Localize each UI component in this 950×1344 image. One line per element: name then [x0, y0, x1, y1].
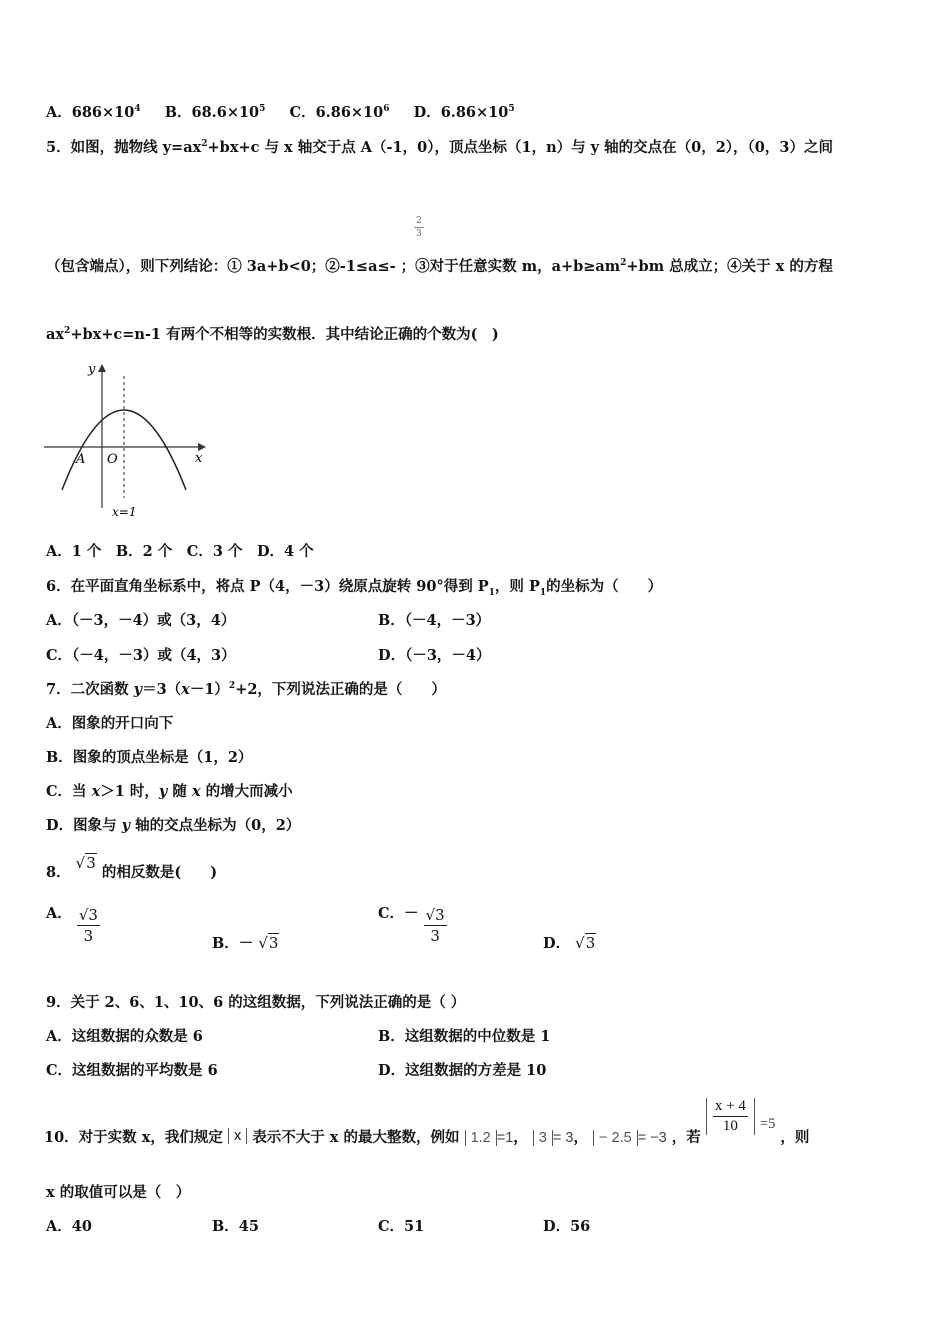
q6-option-d: D．（－3，－4） [378, 647, 491, 664]
q7-option-a: A．图象的开口向下 [46, 715, 174, 732]
q10-option-b: B．45 [212, 1218, 259, 1235]
q8-option-c: C．－ $\frac{√3}{3}$ [378, 904, 445, 945]
q4-options [46, 101, 515, 122]
q9-stem: 9．关于 2、6、1、10、6 的这组数据，下列说法正确的是（ ） [46, 994, 466, 1011]
label-x: x [195, 451, 203, 466]
q5-stem-line1: 5．如图，抛物线 $y=ax^2+bx+c$ 与 x 轴交于点 A（-1，0），顶点坐标（1，n）与 y 轴的交点在（0，2），（0，3）之间 [46, 139, 833, 156]
q8-sqrt-b: √3 [258, 934, 279, 952]
q10-example-1: 1.2 =1 [465, 1129, 514, 1146]
q5-small-fraction: $\frac{2}{3}$ [416, 216, 422, 239]
q10-option-a: A．40 [46, 1218, 92, 1235]
q5-options: A．1 个 B．2 个 C．3 个 D．4 个 [46, 543, 314, 560]
q10-example-3: − 2.5 = −3 [593, 1129, 667, 1146]
q10-floor-fraction: $\frac{x + 4}{10}$ [706, 1098, 755, 1135]
q4-option-c: C．$6.86\times 10^6$ [289, 104, 390, 121]
x-axis-arrow-icon [198, 443, 206, 451]
q8-frac-a: $\frac{√3}{3}$ [78, 906, 98, 945]
q8-stem: 8． √3 的相反数是( ) [46, 854, 218, 881]
q6-option-c: C．（－4，－3）或（4，3） [46, 647, 236, 664]
q6-stem: 6．在平面直角坐标系中，将点 P（4，－3）绕原点旋转 90°得到 $P_1$，则 $P_1$的坐标为（ ） [46, 578, 663, 598]
q5-stem-line3: $ax^2+bx+c=n-1$ 有两个不相等的实数根．其中结论正确的个数为( ) [46, 326, 499, 343]
q8-sqrt3: √3 [75, 854, 96, 872]
q10-option-d: D．56 [543, 1218, 591, 1235]
q6-option-a: A．（－3，－4）或（3，4） [46, 612, 236, 629]
q7-stem: 7．二次函数 $y=3(x-1)^2+2$，下列说法正确的是（ ） [46, 681, 446, 698]
q8-sqrt-d: √3 [575, 934, 596, 952]
q4-option-b: B．$68.6\times 10^5$ [164, 104, 266, 121]
q8-frac-c: $\frac{√3}{3}$ [425, 906, 445, 945]
label-O: O [107, 452, 118, 467]
q6-option-b: B．（－4，－3） [378, 612, 491, 629]
label-y: y [88, 362, 96, 377]
q10-floor-x: x [228, 1128, 247, 1144]
q7-option-b: B．图象的顶点坐标是（1，2） [46, 749, 253, 766]
q4-option-a: A．$686\times 10^4$ [46, 104, 141, 121]
q10-option-c: C．51 [378, 1218, 425, 1235]
q9-option-a: A．这组数据的众数是 6 [46, 1028, 203, 1045]
q10-stem: 10．对于实数 x，我们规定 x 表示不大于 x 的最大整数，例如 1.2 =1， 3 = 3， − 2.5 = −3 ，若 $\frac{x + 4}{10}$ =5 ，则 [44, 1098, 810, 1147]
q9-option-d: D．这组数据的方差是 10 [378, 1062, 547, 1079]
y-axis-arrow-icon [98, 364, 106, 372]
q7-option-d: D．图象与 y 轴的交点坐标为（0，2） [46, 817, 301, 834]
q10-stem-line2: x 的取值可以是（ ） [46, 1184, 191, 1201]
q7-option-c: C．当 x＞1 时，y 随 x 的增大而减小 [46, 783, 293, 800]
q8-option-d: D． √3 [543, 934, 596, 952]
q8-option-b: B．－ √3 [212, 934, 279, 952]
label-axis-eq: x=1 [112, 505, 137, 519]
q5-stem-line2: （包含端点），则下列结论：① 3a+b<0；②-1≤a≤- ；③对于任意实数 m，$a+b\ge am^2+bm$ 总成立；④关于 x 的方程 [46, 258, 833, 275]
parabola-graph [40, 358, 212, 520]
q8-option-a: A． $\frac{√3}{3}$ [46, 904, 98, 945]
label-A: A [76, 452, 86, 467]
q10-example-2: 3 = 3 [533, 1129, 574, 1146]
q4-option-d: D．$6.86\times 10^5$ [413, 104, 515, 121]
q9-option-c: C．这组数据的平均数是 6 [46, 1062, 218, 1079]
q9-option-b: B．这组数据的中位数是 1 [378, 1028, 551, 1045]
